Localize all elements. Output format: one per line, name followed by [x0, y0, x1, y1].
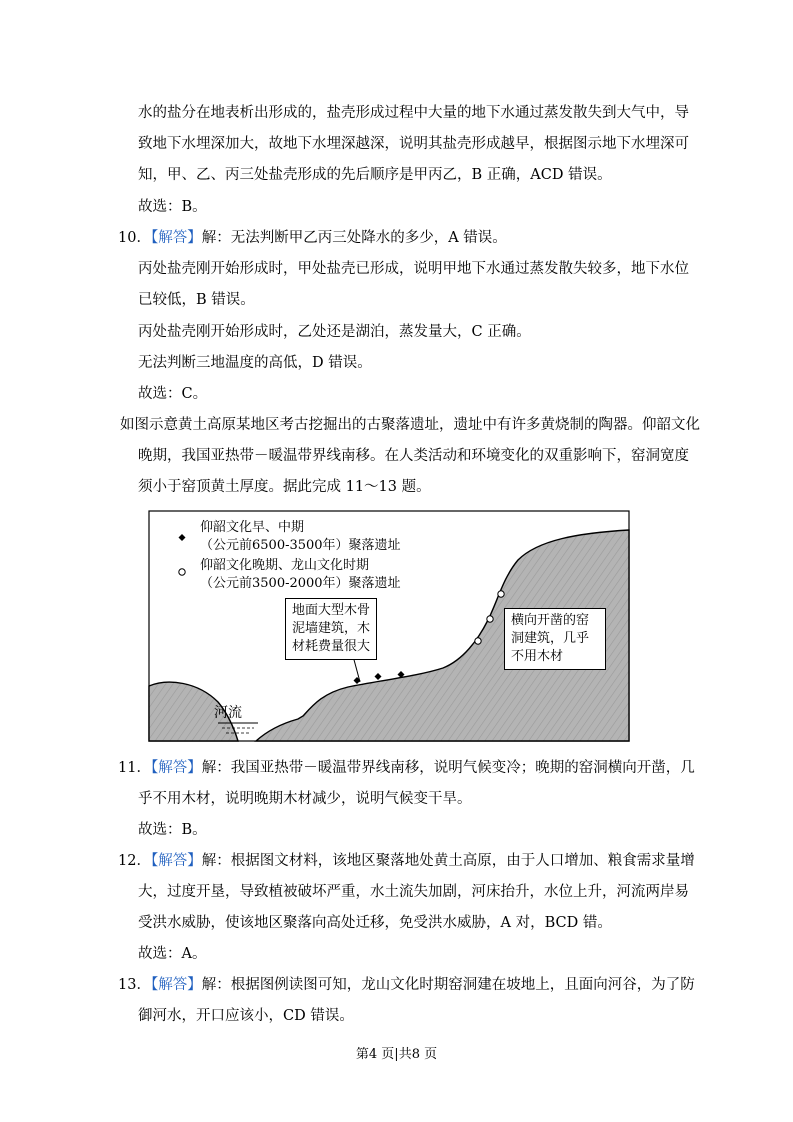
intro-line: 如图示意黄土高原某地区考古挖掘出的古聚落遗址，遗址中有许多黄烧制的陶器。仰韶文化: [120, 417, 700, 433]
callout-line: 横向开凿的窑: [511, 613, 590, 628]
callout-line: 地面大型木骨: [292, 603, 371, 618]
question-11: [118, 758, 695, 778]
question-12: [118, 851, 695, 871]
text-line: 无法判断三地温度的高低，D 错误。: [138, 355, 372, 371]
legend-early-period: （公元前6500-3500年）聚落遗址: [200, 538, 401, 553]
question-number: 13．: [118, 977, 151, 993]
answer-line: 故选：A。: [138, 946, 207, 962]
text-line: 致地下水埋深加大，故地下水埋深越深，说明其盐壳形成越早，根据图示地下水埋深可: [138, 136, 689, 152]
text-line: 丙处盐壳刚开始形成时，甲处盐壳已形成，说明甲地下水通过蒸发散失较多，地下水位: [138, 261, 689, 277]
question-number: 10．: [118, 230, 151, 246]
river-label: 河流: [214, 705, 242, 721]
page-footer: 第4 页|共8 页: [355, 1047, 438, 1062]
question-number: 12．: [118, 853, 151, 869]
callout-line: 洞建筑，几乎: [511, 631, 590, 646]
text-line: 大，过度开垦，导致植被破坏严重，水土流失加剧，河床抬升，水位上升，河流两岸易: [138, 884, 689, 900]
answer-text: 解：无法判断甲乙丙三处降水的多少，A 错误。: [201, 230, 507, 246]
text-line: 受洪水威胁，使该地区聚落向高处迁移，免受洪水威胁，A 对，BCD 错。: [138, 915, 612, 931]
intro-line: 须小于窑顶黄土厚度。据此完成 11～13 题。: [138, 479, 431, 495]
legend-late-period: （公元前3500-2000年）聚落遗址: [200, 576, 401, 591]
callout-wood-building: [285, 598, 377, 660]
legend-circle: [179, 569, 185, 575]
intro-line: 晚期，我国亚热带－暖温带界线南移。在人类活动和环境变化的双重影响下，窑洞宽度: [138, 448, 689, 464]
settlement-diagram: [148, 510, 630, 742]
text-line: 已较低，B 错误。: [138, 292, 255, 308]
settlement-marker-late: [475, 638, 481, 644]
text-line: 知，甲、乙、丙三处盐壳形成的先后顺序是甲丙乙，B 正确，ACD 错误。: [138, 167, 612, 183]
answer-tag: 【解答】: [150, 760, 202, 776]
answer-line: 故选：C。: [138, 386, 208, 402]
question-number: 11．: [118, 760, 151, 776]
answer-tag: 【解答】: [150, 977, 202, 993]
legend-early-title: 仰韶文化早、中期: [200, 520, 305, 535]
callout-line: 泥墙建筑，木: [292, 621, 371, 636]
text-line: 御河水，开口应该小，CD 错误。: [138, 1008, 354, 1024]
text-line: 丙处盐壳刚开始形成时，乙处还是湖泊，蒸发量大，C 正确。: [138, 324, 531, 340]
callout-line: 材耗费量很大: [292, 639, 371, 654]
callout-cave-dwelling: [504, 608, 606, 670]
answer-line: 故选：B。: [138, 822, 207, 838]
text-line: 乎不用木材，说明晚期木材减少，说明气候变干旱。: [138, 791, 472, 807]
answer-tag: 【解答】: [150, 230, 202, 246]
settlement-marker-late: [498, 591, 504, 597]
callout-line: 不用木材: [511, 649, 564, 664]
answer-text: 解：根据图例读图可知，龙山文化时期窑洞建在坡地上，且面向河谷，为了防: [201, 977, 695, 993]
answer-text: 解：根据图文材料，该地区聚落地处黄土高原，由于人口增加、粮食需求量增: [201, 853, 695, 869]
settlement-marker-late: [487, 616, 493, 622]
text-line: 水的盐分在地表析出形成的，盐壳形成过程中大量的地下水通过蒸发散失到大气中，导: [138, 105, 689, 121]
question-10: [118, 228, 507, 248]
legend-late-title: 仰韶文化晚期、龙山文化时期: [200, 558, 370, 573]
question-13: [118, 975, 695, 995]
answer-text: 解：我国亚热带－暖温带界线南移，说明气候变冷；晚期的窑洞横向开凿，几: [201, 760, 695, 776]
answer-line: 故选：B。: [138, 199, 207, 215]
answer-tag: 【解答】: [150, 853, 202, 869]
